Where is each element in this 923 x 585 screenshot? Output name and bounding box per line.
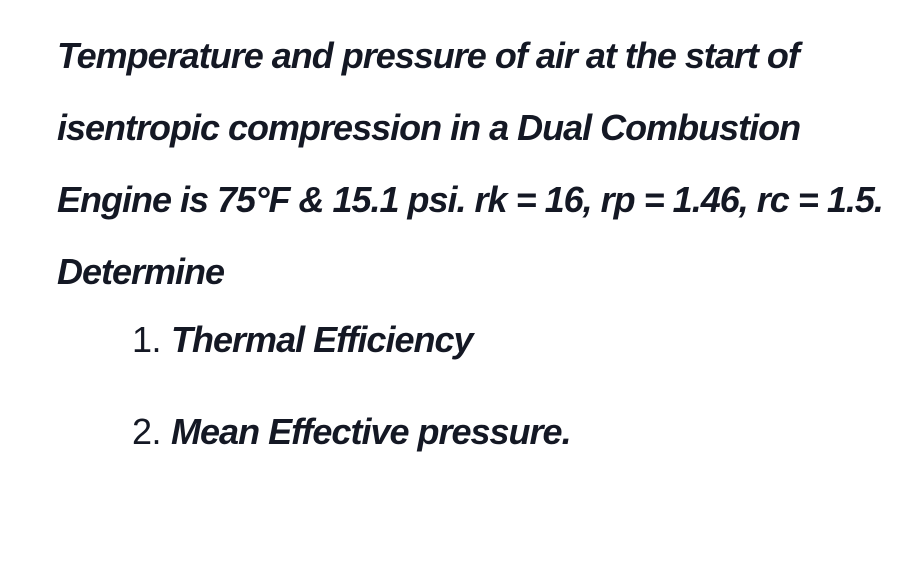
task-text: Mean Effective pressure. bbox=[171, 411, 571, 452]
determine-heading: Determine bbox=[57, 251, 225, 292]
problem-statement: Temperature and pressure of air at the start of isentropic compression in a Dual Combustion Engine is 75°F & 15.1 psi. rk = 16, rp = 1.46, rc = 1.5. bbox=[57, 35, 883, 220]
problem-block bbox=[57, 20, 907, 504]
task-list bbox=[57, 320, 907, 452]
task-number: 1. bbox=[132, 319, 162, 360]
task-item bbox=[132, 320, 907, 360]
task-text: Thermal Efficiency bbox=[171, 319, 473, 360]
task-number: 2. bbox=[132, 411, 162, 452]
task-item bbox=[132, 412, 907, 452]
